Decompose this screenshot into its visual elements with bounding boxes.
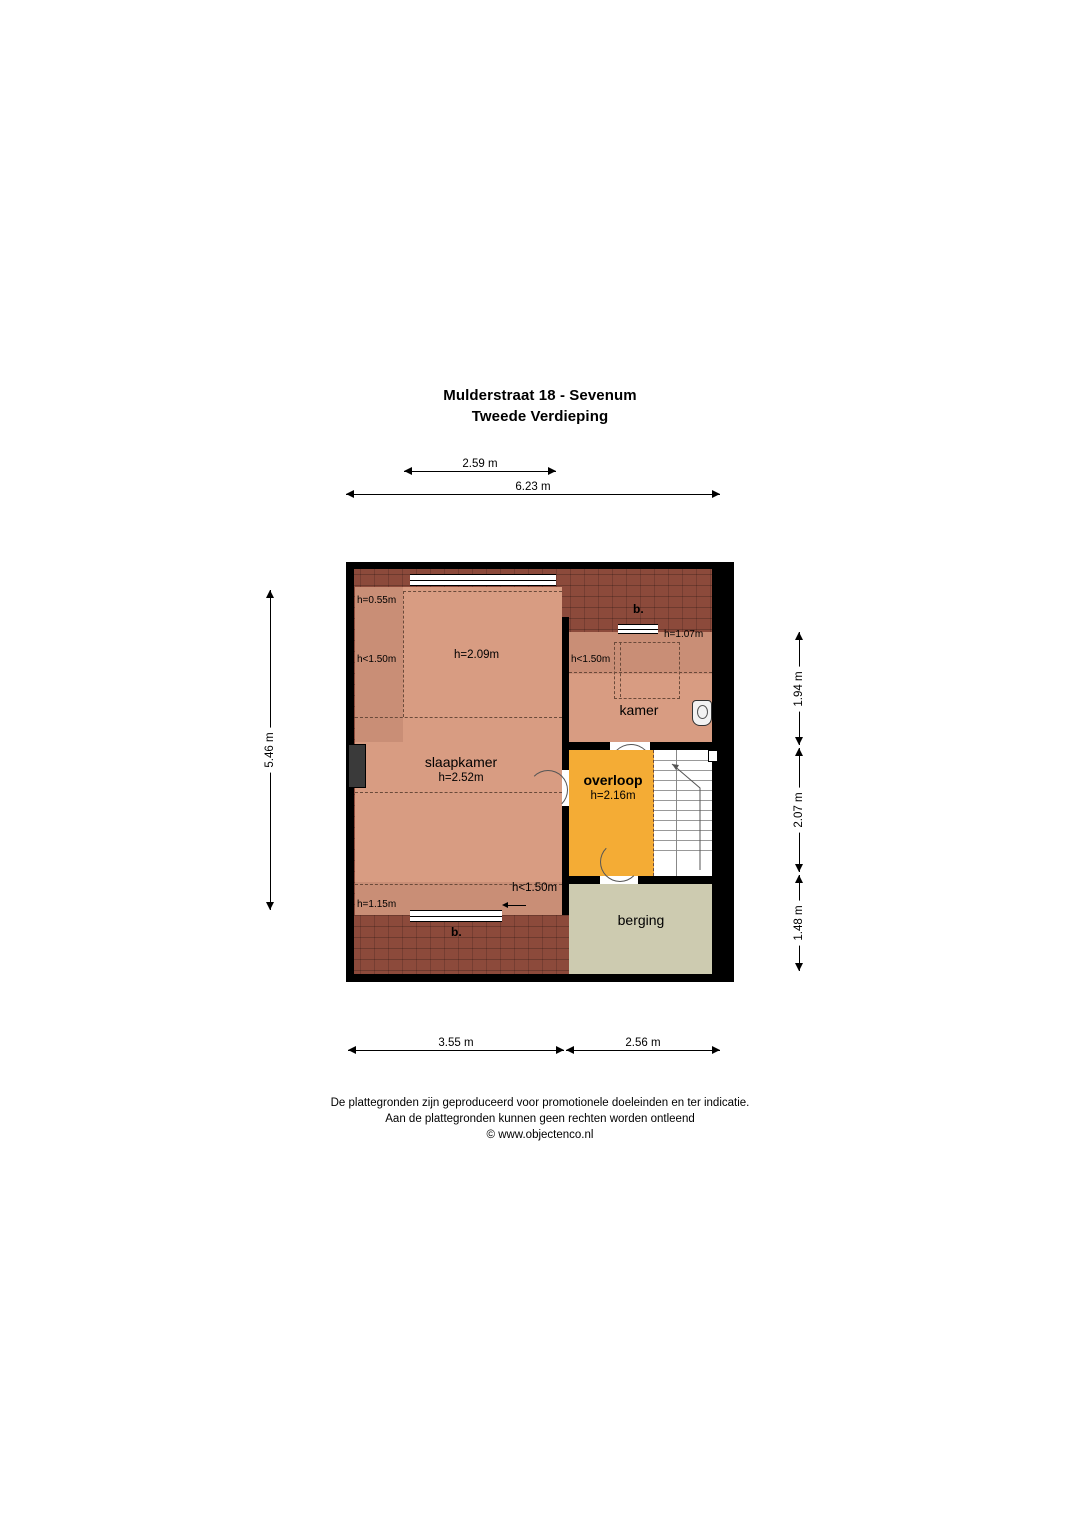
dimension-right-mid	[790, 748, 808, 872]
room-height-slaapkamer: h=2.52m	[438, 772, 484, 784]
room-height-overloop: h=2.16m	[590, 790, 636, 802]
height-tag-107: h=1.07m	[664, 629, 704, 640]
footer-line-1: De plattegronden zijn geproduceerd voor promotionele doeleinden en ter indicatie.	[330, 1097, 750, 1109]
berging-floor	[569, 884, 712, 974]
dimension-top-outer	[346, 481, 720, 503]
dimension-right-bottom-label: 1.48 m	[791, 900, 807, 945]
room-label-slaapkamer	[386, 754, 536, 786]
room-label-berging	[586, 912, 696, 928]
dimension-left-total	[261, 590, 279, 910]
slaapkamer-dash-left-v	[403, 591, 404, 717]
title-floor: Tweede Verdieping	[471, 408, 609, 425]
height-tag-055: h=0.55m	[357, 595, 397, 606]
room-name-slaapkamer: slaapkamer	[424, 754, 498, 770]
floorplan	[346, 562, 734, 982]
toilet-icon	[692, 700, 712, 726]
room-label-kamer	[584, 702, 694, 718]
height-tag-115: h=1.15m	[357, 899, 397, 910]
kamer-void-inner	[620, 642, 621, 697]
room-label-overloop	[568, 772, 658, 804]
page-title	[0, 385, 1080, 427]
height-tag-lt150-bottom: h<1.50m	[512, 882, 558, 894]
balcony-tag-bottom: b.	[451, 925, 462, 939]
balcony-tag-top: b.	[633, 602, 644, 616]
height-tag-lt150-kamer: h<1.50m	[571, 654, 611, 665]
door-arc-slaapkamer	[528, 770, 568, 810]
height-tag-lt150-left: h<1.50m	[357, 654, 397, 665]
title-address: Mulderstraat 18 - Sevenum	[443, 387, 637, 404]
slaapkamer-high-zone	[403, 587, 562, 742]
dimension-top-inner-label: 2.59 m	[456, 458, 503, 470]
dimension-top-outer-label: 6.23 m	[509, 481, 556, 493]
room-name-kamer: kamer	[619, 702, 659, 718]
radiator-left-wall	[348, 744, 366, 788]
door-arc-berging	[600, 842, 640, 882]
dimension-bottom-left	[348, 1037, 564, 1059]
dimension-left-total-label: 5.46 m	[262, 727, 278, 772]
window-kamer	[618, 624, 658, 634]
dimension-right-top-label: 1.94 m	[791, 666, 807, 711]
footer-disclaimer	[0, 1095, 1080, 1143]
dimension-bottom-left-label: 3.55 m	[432, 1037, 479, 1049]
room-name-overloop: overloop	[583, 772, 643, 788]
dimension-right-top	[790, 632, 808, 745]
dimension-right-mid-label: 2.07 m	[791, 787, 807, 832]
dimension-bottom-right-label: 2.56 m	[619, 1037, 666, 1049]
window-top-slaapkamer	[410, 574, 556, 586]
dimension-bottom-right	[566, 1037, 720, 1059]
slaapkamer-dash-mid	[355, 717, 562, 718]
slaapkamer-dash-top	[403, 591, 562, 592]
stair-rail-top	[708, 750, 718, 762]
wall-bottom	[346, 974, 734, 982]
dimension-right-bottom	[790, 875, 808, 971]
wall-right	[712, 562, 734, 982]
arrow-head-115	[502, 902, 508, 908]
wall-top	[346, 562, 734, 569]
footer-line-2: Aan de plattegronden kunnen geen rechten worden ontleend	[385, 1113, 695, 1125]
window-bottom-slaapkamer	[410, 910, 502, 922]
height-tag-209: h=2.09m	[454, 649, 500, 661]
staircase	[654, 750, 712, 876]
wall-internal-vertical	[562, 617, 569, 915]
footer-line-3: © www.objectenco.nl	[486, 1129, 594, 1141]
room-name-berging: berging	[617, 912, 665, 928]
dimension-top-inner	[404, 458, 556, 480]
wall-overloop-berging	[569, 876, 712, 884]
kamer-void-box	[614, 642, 680, 699]
